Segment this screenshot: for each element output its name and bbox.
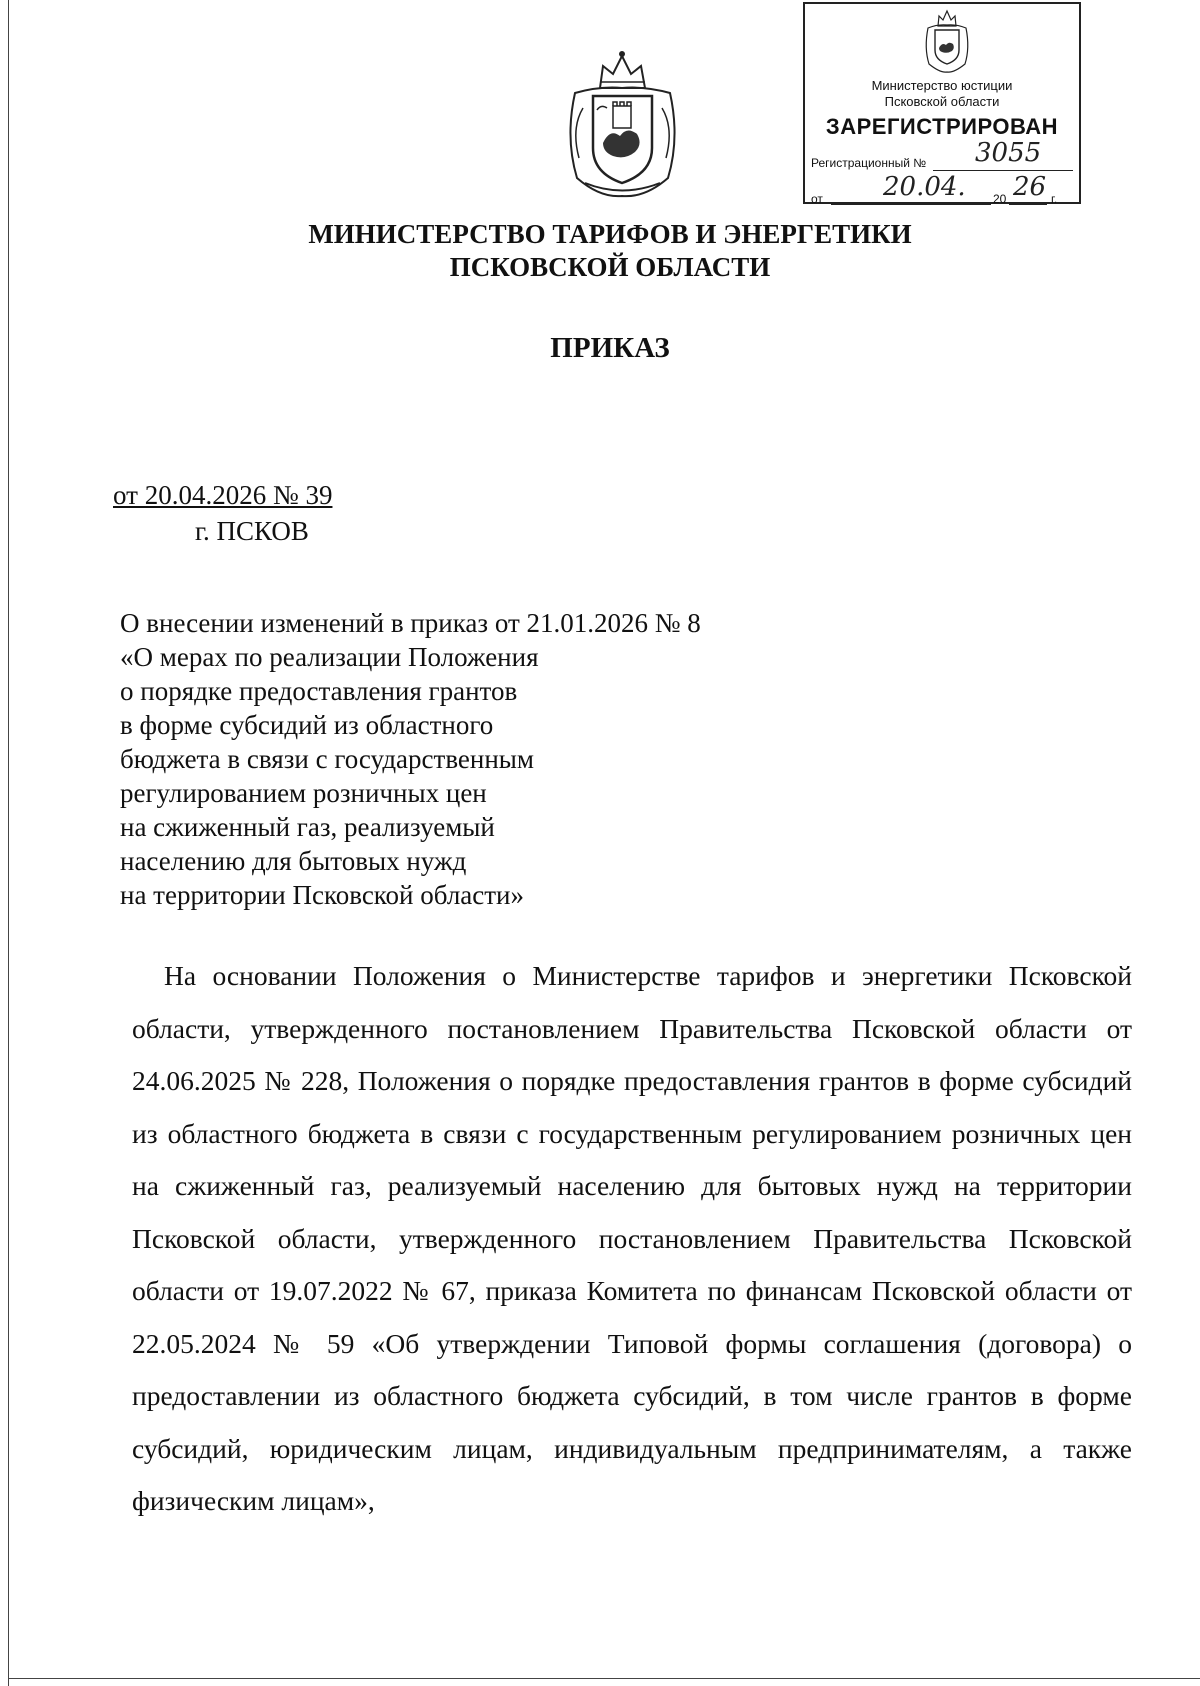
- ministry-title: [260, 218, 960, 284]
- stamp-ministry-line2: Псковской области: [884, 94, 1000, 109]
- stamp-year-underline: [1009, 204, 1047, 205]
- subject-line: О внесении изменений в приказ от 21.01.2026 № 8: [120, 608, 701, 638]
- order-city: г. ПСКОВ: [195, 516, 309, 546]
- subject-line: регулированием розничных цен: [120, 778, 487, 808]
- stamp-ministry-name: [805, 78, 1079, 110]
- stamp-ministry-line1: Министерство юстиции: [871, 78, 1013, 93]
- subject-line: в форме субсидий из областного: [120, 710, 494, 740]
- ministry-title-line2: ПСКОВСКОЙ ОБЛАСТИ: [449, 252, 771, 282]
- scan-border-left: [8, 0, 9, 1686]
- subject-line: населению для бытовых нужд: [120, 846, 467, 876]
- registration-stamp: [803, 2, 1081, 204]
- body-paragraph: На основании Положения о Министерстве тарифов и энергетики Псковской области, утвержденного постановлением Правительства Псковской области от 24.06.2025 № 228, Положения о порядке предоставления грантов в форме субсидий из областного бюджета в связи с государственным регулированием розничных цен на сжиженный газ, реализуемый населению для бытовых нужд на территории Псковской области, утвержденного постановлением Правительства Псковской области от 19.07.2022 № 67, приказа Комитета по финансам Псковской области от 22.05.2024 № 59 «Об утверждении Типовой формы соглашения (договора) о предоставлении из областного бюджета субсидий, в том числе грантов в форме субсидий, юридическим лицам, индивидуальным предпринимателям, а также физическим лицам»,: [132, 960, 1132, 1516]
- stamp-emblem-icon: [920, 8, 974, 74]
- stamp-reg-label: Регистрационный №: [811, 156, 927, 170]
- stamp-date-handwritten: 20.04.: [883, 172, 966, 202]
- stamp-status: ЗАРЕГИСТРИРОВАН: [825, 114, 1059, 139]
- stamp-year-suffix: г.: [1051, 192, 1058, 206]
- stamp-date-underline: [831, 204, 991, 205]
- subject-line: на территории Псковской области»: [120, 880, 525, 910]
- stamp-reg-number: 3055: [975, 138, 1042, 168]
- subject-line: на сжиженный газ, реализуемый: [120, 812, 495, 842]
- document-type: ПРИКАЗ: [550, 332, 670, 364]
- ministry-title-line1: МИНИСТЕРСТВО ТАРИФОВ И ЭНЕРГЕТИКИ: [308, 219, 912, 249]
- stamp-reg-underline: [933, 170, 1073, 171]
- stamp-date-prefix: от: [811, 192, 823, 206]
- subject-line: бюджета в связи с государственным: [120, 744, 535, 774]
- stamp-year-prefix: 20: [993, 192, 1007, 206]
- coat-of-arms-emblem: [555, 48, 690, 200]
- stamp-year-handwritten: 26: [1013, 172, 1047, 202]
- order-date-number: от 20.04.2026 № 39: [113, 480, 333, 510]
- subject-line: «О мерах по реализации Положения: [120, 642, 539, 672]
- scan-border-bottom: [8, 1678, 1200, 1679]
- order-subject: [120, 606, 840, 912]
- subject-line: о порядке предоставления грантов: [120, 676, 518, 706]
